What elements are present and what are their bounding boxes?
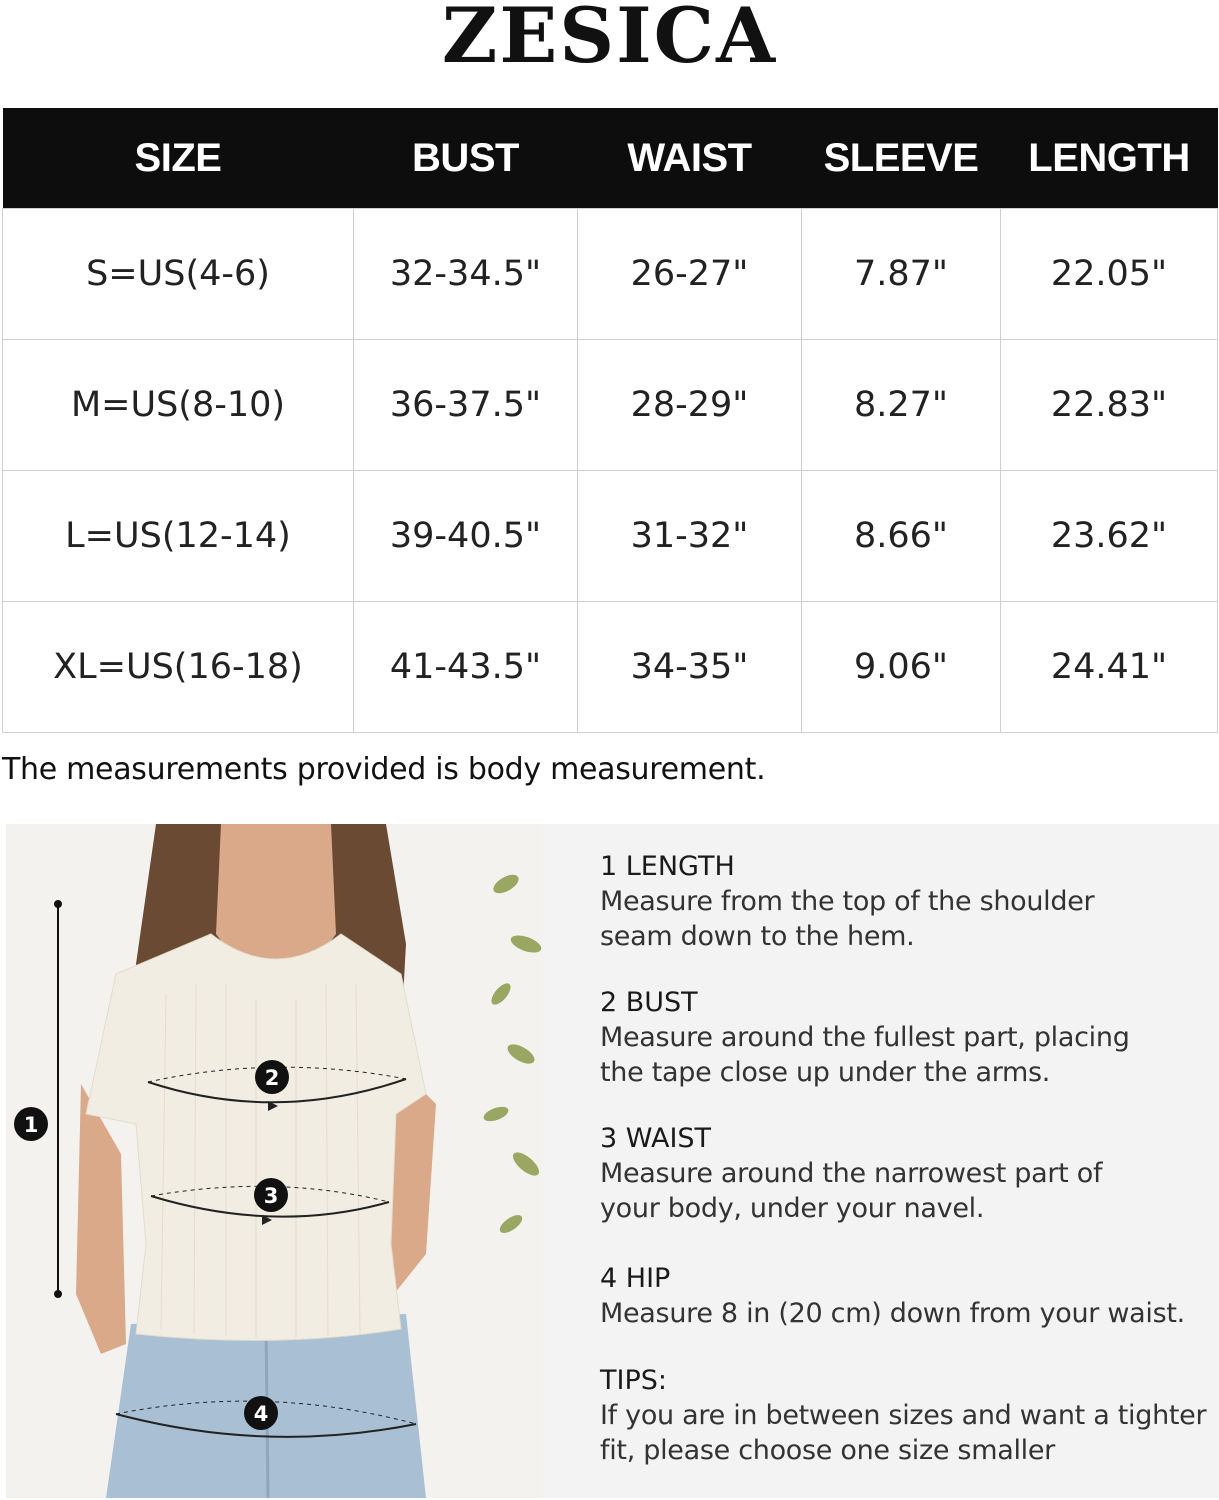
guide-bust [600, 986, 1210, 1090]
guide-desc-line: the tape close up under the arms. [600, 1057, 1051, 1088]
guide-desc-line: Measure around the narrowest part of [600, 1158, 1103, 1189]
guide-desc-line: Measure from the top of the shoulder [600, 886, 1095, 917]
cell-sleeve: 7.87" [802, 209, 1001, 340]
svg-text:2: 2 [264, 1066, 280, 1090]
cell-waist: 28-29" [578, 340, 802, 471]
guide-waist [600, 1122, 1210, 1226]
cell-size: M=US(8-10) [3, 340, 354, 471]
cell-sleeve: 9.06" [802, 602, 1001, 733]
guide-title: 3 WAIST [600, 1123, 712, 1154]
table-row [3, 209, 1218, 340]
guide-title: TIPS: [600, 1365, 667, 1396]
table-row [3, 340, 1218, 471]
marker-1 [14, 1107, 48, 1141]
model-illustration [6, 824, 542, 1498]
header-sleeve: SLEEVE [802, 108, 1001, 209]
cell-length: 23.62" [1001, 471, 1218, 602]
guide-length [600, 850, 1210, 954]
cell-waist: 31-32" [578, 471, 802, 602]
svg-text:3: 3 [263, 1184, 279, 1208]
cell-length: 22.83" [1001, 340, 1218, 471]
cell-size: XL=US(16-18) [3, 602, 354, 733]
cell-length: 22.05" [1001, 209, 1218, 340]
table-header-row [3, 108, 1218, 209]
svg-text:4: 4 [253, 1402, 269, 1426]
table-row [3, 602, 1218, 733]
guide-hip [600, 1262, 1210, 1331]
header-length: LENGTH [1001, 108, 1218, 209]
size-chart-table [2, 108, 1218, 733]
guide-desc-line: fit, please choose one size smaller [600, 1435, 1055, 1466]
measurement-note: The measurements provided is body measurement. [2, 752, 766, 787]
table-row [3, 471, 1218, 602]
guide-title: 4 HIP [600, 1263, 671, 1294]
header-bust: BUST [354, 108, 578, 209]
cell-waist: 34-35" [578, 602, 802, 733]
guide-desc-line: Measure 8 in (20 cm) down from your waist. [600, 1298, 1185, 1329]
cell-bust: 39-40.5" [354, 471, 578, 602]
cell-bust: 41-43.5" [354, 602, 578, 733]
marker-2 [255, 1060, 289, 1094]
guide-desc-line: If you are in between sizes and want a tighter [600, 1400, 1207, 1431]
guide-tips [600, 1364, 1210, 1468]
marker-4 [244, 1396, 278, 1430]
guide-desc-line: seam down to the hem. [600, 921, 915, 952]
header-waist: WAIST [578, 108, 802, 209]
cell-sleeve: 8.66" [802, 471, 1001, 602]
marker-3 [254, 1178, 288, 1212]
cell-bust: 32-34.5" [354, 209, 578, 340]
header-size: SIZE [3, 108, 354, 209]
svg-text:1: 1 [23, 1113, 39, 1137]
cell-size: L=US(12-14) [3, 471, 354, 602]
cell-waist: 26-27" [578, 209, 802, 340]
length-line-bottom [54, 1290, 62, 1298]
guide-title: 2 BUST [600, 987, 698, 1018]
guide-title: 1 LENGTH [600, 851, 735, 882]
cell-size: S=US(4-6) [3, 209, 354, 340]
cell-length: 24.41" [1001, 602, 1218, 733]
brand-logo: ZESICA [441, 0, 778, 80]
guide-desc-line: your body, under your navel. [600, 1193, 985, 1224]
model-photo [6, 824, 542, 1498]
cell-sleeve: 8.27" [802, 340, 1001, 471]
measuring-guide [542, 824, 1219, 1498]
cell-bust: 36-37.5" [354, 340, 578, 471]
length-line-top [54, 900, 62, 908]
guide-desc-line: Measure around the fullest part, placing [600, 1022, 1130, 1053]
